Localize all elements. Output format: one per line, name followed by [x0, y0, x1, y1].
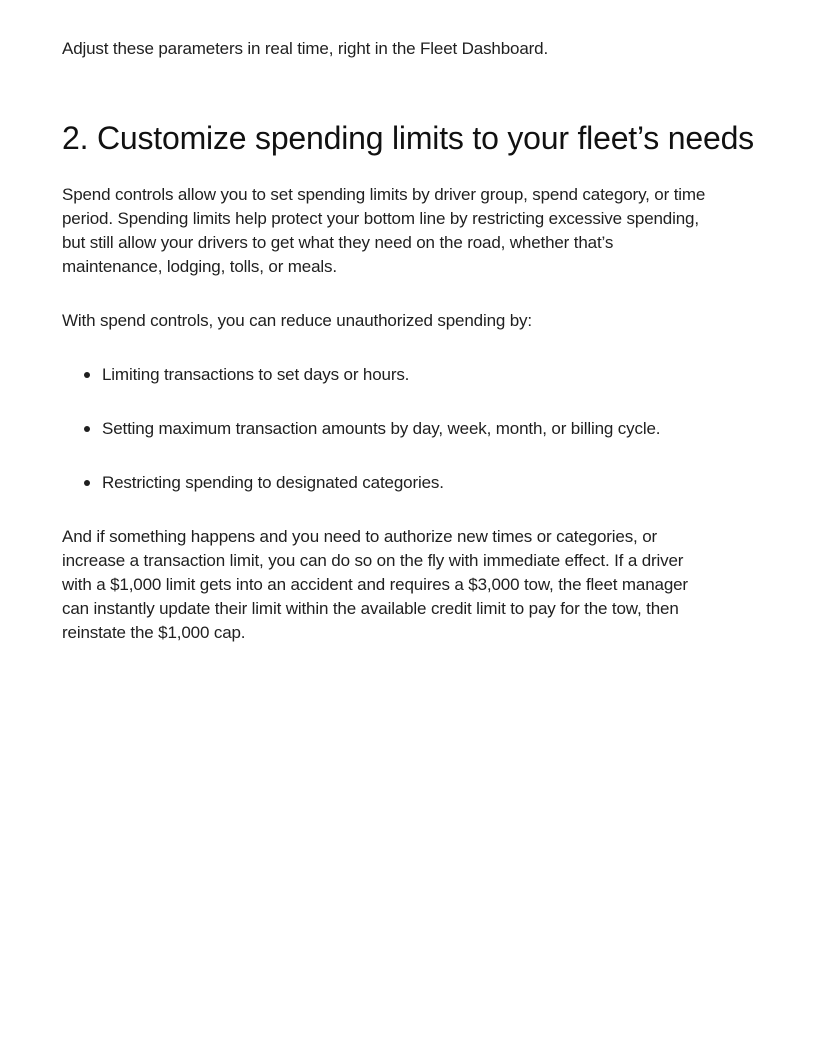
bullet-icon	[84, 480, 90, 486]
paragraph-line: maintenance, lodging, tolls, or meals.	[62, 257, 337, 276]
paragraph-line: with a $1,000 limit gets into an accident and requires a $3,000 tow, the fleet manager	[62, 575, 688, 594]
reduce-spending-paragraph	[62, 309, 532, 333]
paragraph-line: can instantly update their limit within the available credit limit to pay for the tow, then	[62, 599, 679, 618]
list-item	[62, 417, 660, 471]
list-item-text: Restricting spending to designated categories.	[102, 473, 444, 492]
spend-controls-paragraph	[62, 183, 705, 279]
paragraph-line: With spend controls, you can reduce unauthorized spending by:	[62, 311, 532, 330]
paragraph-line: but still allow your drivers to get what they need on the road, whether that’s	[62, 233, 614, 252]
list-item-text: Limiting transactions to set days or hours.	[102, 365, 410, 384]
paragraph-line: Spend controls allow you to set spending limits by driver group, spend category, or time	[62, 185, 706, 204]
list-item-text: Setting maximum transaction amounts by day, week, month, or billing cycle.	[102, 419, 661, 438]
paragraph-line: period. Spending limits help protect your bottom line by restricting excessive spending,	[62, 209, 699, 228]
list-item	[62, 363, 660, 417]
section-heading: 2. Customize spending limits to your fleet’s needs	[62, 120, 754, 156]
intro-text: Adjust these parameters in real time, right in the Fleet Dashboard.	[62, 39, 549, 58]
bullet-icon	[84, 426, 90, 432]
bullet-list	[62, 363, 660, 525]
intro-paragraph	[62, 37, 548, 61]
paragraph-line: reinstate the $1,000 cap.	[62, 623, 246, 642]
list-item	[62, 471, 660, 525]
authorization-paragraph	[62, 525, 688, 645]
paragraph-line: increase a transaction limit, you can do so on the fly with immediate effect. If a driver	[62, 551, 684, 570]
paragraph-line: And if something happens and you need to authorize new times or categories, or	[62, 527, 658, 546]
bullet-icon	[84, 372, 90, 378]
